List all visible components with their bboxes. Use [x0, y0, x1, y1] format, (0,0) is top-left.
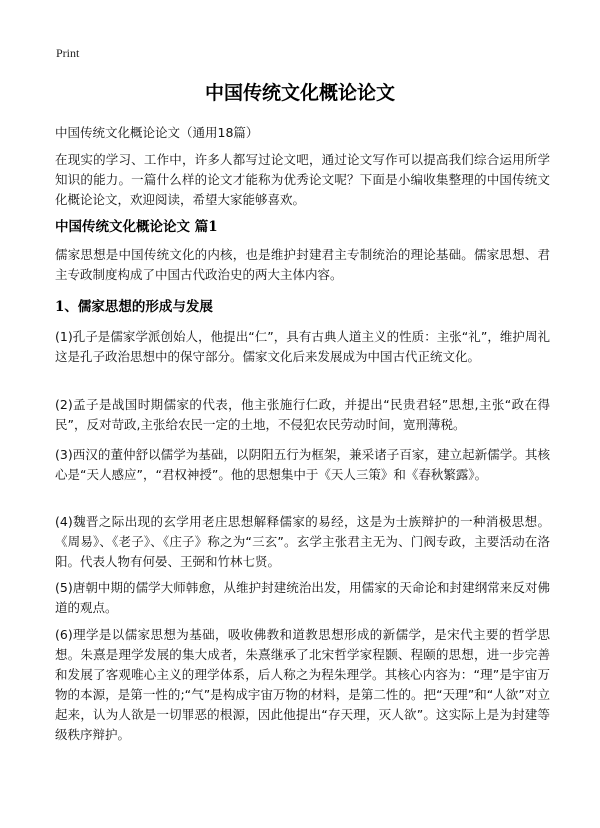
paragraph-2: (2)孟子是战国时期儒家的代表，他主张施行仁政，并提出“民贵君轻”思想,主张“政在得民”，反对苛政,主张给农民一定的土地，不侵犯农民劳动时间，宽刑薄税。 [55, 397, 550, 432]
paragraph-5: (5)唐朝中期的儒学大师韩愈，从维护封建统治出发，用儒家的天命论和封建纲常来反对佛道的观点。 [55, 580, 550, 615]
section-heading: 中国传统文化概论论文 篇1 [55, 219, 218, 235]
paragraph-1: (1)孔子是儒家学派创始人，他提出“仁”，具有古典人道主义的性质：主张“礼”，维护周礼这是孔子政治思想中的保守部分。儒家文化后来发展成为中国古代正统文化。 [55, 329, 550, 364]
paragraph-6: (6)理学是以儒家思想为基础，吸收佛教和道教思想形成的新儒学，是宋代主要的哲学思想。朱熹是理学发展的集大成者，朱熹继承了北宋哲学家程颢、程颐的思想，进一步完善和发展了客观唯心主义的理学体系，后人称之为程朱理学。其核心内容为：“理”是宇宙万物的本源，是第一性的;“气”是构成宇宙万物的材料，是第二性的。把“天理”和“人欲”对立起来，认为人欲是一切罪恶的根源，因此他提出“存天理，灭人欲”。这实际上是为封建等级秩序辩护。 [55, 627, 550, 742]
print-link[interactable]: Print [56, 46, 80, 60]
paragraph-4: (4)魏晋之际出现的玄学用老庄思想解释儒家的易经，这是为士族辩护的一种消极思想。《周易》、《老子》、《庄子》称之为“三玄”。玄学主张君主无为、门阀专政，主要活动在洛阳。代表人物有何晏、王弼和竹林七贤。 [55, 514, 550, 569]
page-title: 中国传统文化概论论文 [204, 82, 395, 104]
subtitle: 中国传统文化概论论文（通用18篇） [55, 125, 259, 140]
subsection-heading: 1、儒家思想的形成与发展 [55, 299, 213, 315]
paragraph-3: (3)西汉的董仲舒以儒学为基础，以阴阳五行为框架，兼采诸子百家，建立起新儒学。其核心是“天人感应”，“君权神授”。他的思想集中于《天人三策》和《春秋繁露》。 [55, 447, 550, 482]
intro-paragraph: 在现实的学习、工作中，许多人都写过论文吧，通过论文写作可以提高我们综合运用所学知识的能力。一篇什么样的论文才能称为优秀论文呢？下面是小编收集整理的中国传统文化概论论文，欢迎阅读，希望大家能够喜欢。 [55, 152, 550, 207]
section-intro-paragraph: 儒家思想是中国传统文化的内核，也是维护封建君主专制统治的理论基础。儒家思想、君主专政制度构成了中国古代政治史的两大主体内容。 [55, 247, 550, 282]
